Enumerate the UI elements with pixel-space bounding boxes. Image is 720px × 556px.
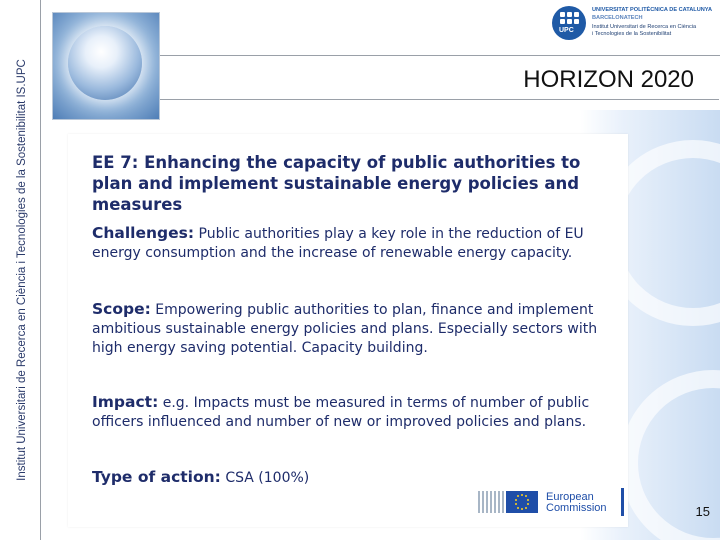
challenges-text: Public authorities play a key role in the reduction of EU energy consumption and the increase of renewable energy capacity. <box>92 226 584 261</box>
challenges-label: Challenges: <box>92 224 195 242</box>
eu-flag-icon <box>506 491 538 513</box>
ec-logo-line1: European <box>546 491 594 503</box>
ec-logo-bar <box>621 488 624 516</box>
logo-institute-line1: Institut Universitari de Recerca en Ciència <box>592 24 697 30</box>
logo-barcelonatech: BARCELONATECH <box>592 15 643 21</box>
ec-logo-text <box>546 492 607 514</box>
slide-title: HORIZON 2020 <box>523 66 694 93</box>
type-of-action-label: Type of action: <box>92 468 221 486</box>
ec-building-icon <box>478 491 504 513</box>
impact-paragraph <box>92 393 612 432</box>
impact-text: e.g. Impacts must be measured in terms of number of public officers influenced and number of new or improved policies and plans. <box>92 395 590 430</box>
globe-image <box>52 12 160 120</box>
sidebar-vertical-text: Institut Universitari de Recerca en Ciència i Tecnologies de la Sostenibilitat IS.UPC <box>16 59 28 481</box>
european-commission-logo <box>478 488 628 518</box>
scope-label: Scope: <box>92 300 151 318</box>
type-of-action-paragraph <box>92 468 612 488</box>
upc-logo <box>552 4 712 44</box>
impact-label: Impact: <box>92 393 159 411</box>
header-divider <box>160 55 720 56</box>
page-number: 15 <box>695 504 710 519</box>
topic-title: EE 7: Enhancing the capacity of public authorities to plan and implement sustainable energy policies and measures <box>92 153 581 214</box>
ec-logo-line2: Commission <box>546 502 607 514</box>
upc-logo-mark <box>552 6 586 40</box>
scope-text: Empowering public authorities to plan, finance and implement ambitious sustainable energy policies and plans. Especially sectors with high energy saving potential. Capacity building. <box>92 302 598 356</box>
logo-university-name: UNIVERSITAT POLITÈCNICA DE CATALUNYA <box>592 7 713 13</box>
challenges-paragraph <box>92 224 612 263</box>
logo-institute-line2: i Tecnologies de la Sostenibilitat <box>592 31 672 37</box>
content-panel <box>68 134 628 527</box>
sidebar-divider <box>40 0 41 540</box>
type-of-action-text: CSA (100%) <box>220 470 310 486</box>
upc-mark-text: UPC <box>559 27 574 34</box>
scope-paragraph <box>92 300 612 358</box>
